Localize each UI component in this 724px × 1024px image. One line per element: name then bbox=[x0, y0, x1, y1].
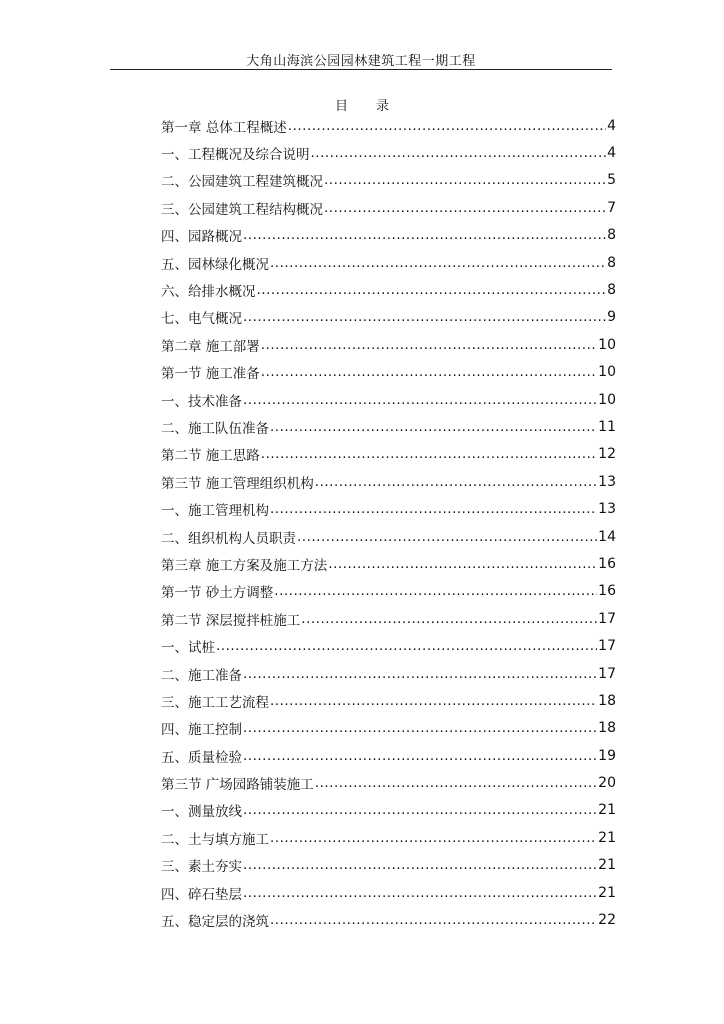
toc-entry-page: 16 bbox=[598, 583, 616, 600]
toc-entry-title: 第二节 施工思路 bbox=[161, 448, 260, 465]
dot-leader bbox=[274, 583, 597, 599]
dot-leader bbox=[243, 857, 597, 873]
toc-entry-page: 20 bbox=[598, 775, 616, 792]
dot-leader bbox=[270, 693, 597, 709]
toc-entry-title: 二、公园建筑工程建筑概况 bbox=[161, 174, 323, 191]
toc-entry-page: 9 bbox=[607, 309, 616, 326]
toc-entry-title: 第三章 施工方案及施工方法 bbox=[161, 557, 328, 574]
dot-leader bbox=[243, 802, 597, 818]
toc-entry-title: 二、土与填方施工 bbox=[161, 831, 269, 848]
dot-leader bbox=[243, 392, 597, 408]
toc-entry-page: 4 bbox=[607, 145, 616, 162]
toc-entry-title: 一、工程概况及综合说明 bbox=[161, 147, 310, 164]
toc-entry-title: 四、园路概况 bbox=[161, 229, 242, 246]
toc-entry-title: 第一节 砂土方调整 bbox=[161, 585, 274, 602]
dot-leader bbox=[261, 364, 597, 380]
toc-entry[interactable] bbox=[161, 824, 616, 851]
toc-entry[interactable] bbox=[161, 359, 616, 386]
toc-entry[interactable] bbox=[161, 660, 616, 687]
toc-entry-page: 17 bbox=[598, 610, 616, 627]
toc-entry[interactable] bbox=[161, 687, 616, 714]
toc-entry-page: 8 bbox=[607, 282, 616, 299]
dot-leader bbox=[315, 474, 597, 490]
toc-entry-page: 10 bbox=[598, 391, 616, 408]
toc-entry-title: 四、碎石垫层 bbox=[161, 886, 242, 903]
dot-leader bbox=[270, 255, 606, 271]
toc-entry[interactable] bbox=[161, 249, 616, 276]
toc-entry[interactable] bbox=[161, 852, 616, 879]
toc-entry-title: 四、施工控制 bbox=[161, 722, 242, 739]
toc-entry[interactable] bbox=[161, 742, 616, 769]
toc-title-part2: 录 bbox=[376, 99, 390, 114]
toc-entry[interactable] bbox=[161, 276, 616, 303]
toc-entry[interactable] bbox=[161, 523, 616, 550]
toc-entry[interactable] bbox=[161, 906, 616, 933]
toc-entry-page: 21 bbox=[598, 829, 616, 846]
dot-leader bbox=[243, 720, 597, 736]
toc-title-part1: 目 bbox=[334, 99, 348, 114]
toc-entry-page: 17 bbox=[598, 638, 616, 655]
toc-entry[interactable] bbox=[161, 112, 616, 139]
toc-entry-page: 12 bbox=[598, 446, 616, 463]
toc-entry-title: 一、技术准备 bbox=[161, 393, 242, 410]
dot-leader bbox=[297, 529, 597, 545]
toc-entry-page: 21 bbox=[598, 802, 616, 819]
toc-entry-page: 8 bbox=[607, 227, 616, 244]
dot-leader bbox=[328, 556, 597, 572]
toc-entry-page: 13 bbox=[598, 473, 616, 490]
toc-entry-page: 18 bbox=[598, 692, 616, 709]
toc-entry-title: 五、稳定层的浇筑 bbox=[161, 914, 269, 931]
dot-leader bbox=[216, 638, 597, 654]
toc-entry[interactable] bbox=[161, 222, 616, 249]
toc-entry-title: 七、电气概况 bbox=[161, 311, 242, 328]
toc-entry-page: 13 bbox=[598, 501, 616, 518]
dot-leader bbox=[324, 200, 606, 216]
dot-leader bbox=[288, 118, 606, 134]
toc-entry[interactable] bbox=[161, 715, 616, 742]
toc-entry[interactable] bbox=[161, 605, 616, 632]
toc-entry[interactable] bbox=[161, 413, 616, 440]
toc-entry[interactable] bbox=[161, 632, 616, 659]
toc-entry-title: 一、试桩 bbox=[161, 640, 215, 657]
dot-leader bbox=[261, 446, 597, 462]
toc-entry[interactable] bbox=[161, 167, 616, 194]
toc-entry-title: 第二章 施工部署 bbox=[161, 338, 260, 355]
dot-leader bbox=[243, 748, 597, 764]
dot-leader bbox=[270, 419, 597, 435]
toc-entry[interactable] bbox=[161, 194, 616, 221]
toc-entry-title: 三、素土夯实 bbox=[161, 859, 242, 876]
toc-entry-page: 18 bbox=[598, 720, 616, 737]
toc-entry[interactable] bbox=[161, 331, 616, 358]
toc-entry-title: 二、组织机构人员职责 bbox=[161, 530, 296, 547]
toc-entry-title: 第一章 总体工程概述 bbox=[161, 119, 287, 136]
toc-entry-title: 二、施工准备 bbox=[161, 667, 242, 684]
toc-entry-title: 五、质量检验 bbox=[161, 749, 242, 766]
dot-leader bbox=[243, 309, 606, 325]
dot-leader bbox=[243, 227, 606, 243]
dot-leader bbox=[270, 830, 597, 846]
dot-leader bbox=[270, 912, 597, 928]
toc-entry-page: 19 bbox=[598, 747, 616, 764]
toc-entry-title: 一、测量放线 bbox=[161, 804, 242, 821]
toc-entry[interactable] bbox=[161, 495, 616, 522]
toc-entry-page: 21 bbox=[598, 857, 616, 874]
toc-entry-page: 7 bbox=[607, 199, 616, 216]
toc-entry[interactable] bbox=[161, 441, 616, 468]
toc-entry[interactable] bbox=[161, 879, 616, 906]
dot-leader bbox=[261, 337, 597, 353]
toc-entry-page: 21 bbox=[598, 884, 616, 901]
toc-entry-page: 8 bbox=[607, 254, 616, 271]
toc-entry-page: 4 bbox=[607, 117, 616, 134]
dot-leader bbox=[257, 282, 607, 298]
page-header-title: 大角山海滨公园园林建筑工程一期工程 bbox=[246, 54, 476, 69]
dot-leader bbox=[243, 666, 597, 682]
toc-entry-title: 二、施工队伍准备 bbox=[161, 420, 269, 437]
toc-entry-title: 第一节 施工准备 bbox=[161, 366, 260, 383]
toc-entry[interactable] bbox=[161, 769, 616, 796]
toc-entry-page: 10 bbox=[598, 364, 616, 381]
dot-leader bbox=[324, 172, 606, 188]
toc-entry-page: 17 bbox=[598, 665, 616, 682]
toc-entry[interactable] bbox=[161, 386, 616, 413]
toc-entry-page: 10 bbox=[598, 336, 616, 353]
toc-entry-title: 三、公园建筑工程结构概况 bbox=[161, 201, 323, 218]
toc-entry[interactable] bbox=[161, 468, 616, 495]
toc-entry[interactable] bbox=[161, 578, 616, 605]
toc-entry-title: 一、施工管理机构 bbox=[161, 503, 269, 520]
header-divider bbox=[110, 69, 612, 70]
toc-entry-title: 五、园林绿化概况 bbox=[161, 256, 269, 273]
toc-entry-title: 三、施工工艺流程 bbox=[161, 694, 269, 711]
toc-entry-page: 5 bbox=[607, 172, 616, 189]
toc-entry-title: 第三节 广场园路铺装施工 bbox=[161, 777, 314, 794]
toc-list bbox=[161, 112, 616, 934]
dot-leader bbox=[301, 611, 597, 627]
toc-entry-page: 16 bbox=[598, 555, 616, 572]
toc-entry-page: 14 bbox=[598, 528, 616, 545]
toc-entry[interactable] bbox=[161, 797, 616, 824]
toc-entry[interactable] bbox=[161, 550, 616, 577]
dot-leader bbox=[315, 775, 597, 791]
toc-entry-title: 六、给排水概况 bbox=[161, 284, 256, 301]
dot-leader bbox=[270, 501, 597, 517]
dot-leader bbox=[243, 885, 597, 901]
dot-leader bbox=[311, 145, 607, 161]
toc-entry-page: 22 bbox=[598, 912, 616, 929]
toc-entry-title: 第二节 深层搅拌桩施工 bbox=[161, 612, 301, 629]
toc-entry[interactable] bbox=[161, 139, 616, 166]
toc-entry-title: 第三节 施工管理组织机构 bbox=[161, 475, 314, 492]
toc-entry[interactable] bbox=[161, 304, 616, 331]
toc-entry-page: 11 bbox=[598, 418, 616, 435]
